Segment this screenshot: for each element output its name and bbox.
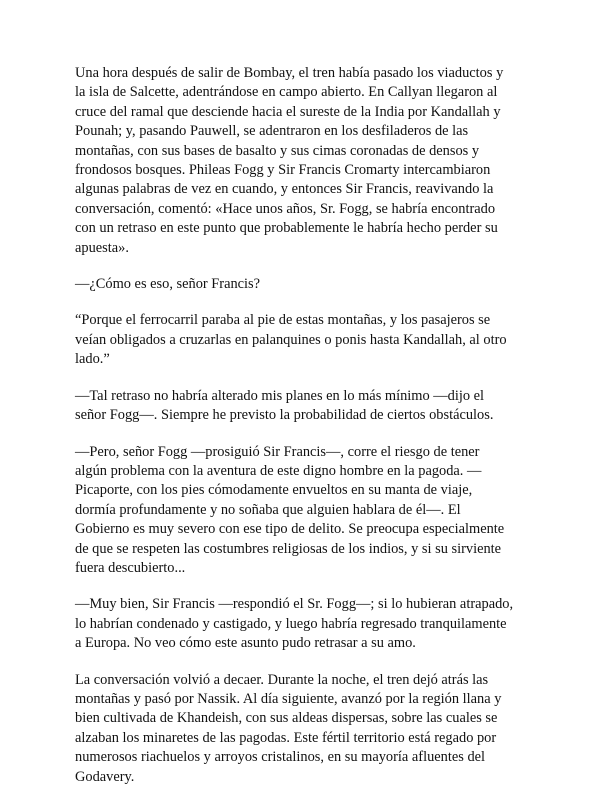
document-page	[75, 64, 530, 804]
paragraph-7: La conversación volvió a decaer. Durante la noche, el tren dejó atrás las montañas y pasó por Nassik. Al día siguiente, avanzó por la región llana y bien cultivada de Khandeish, con sus aldeas dispersas, sobre las cuales se alzaban los minaretes de las pagodas. Este fértil territorio está regado por numerosos riachuelos y arroyos cristalinos, en su mayoría afluentes del Godavery.	[75, 671, 502, 785]
paragraph-1: Una hora después de salir de Bombay, el tren había pasado los viaductos y la isla de Salcette, adentrándose en campo abierto. En Callyan llegaron al cruce del ramal que desciende hacia el sureste de la India por Kandallah y Pounah; y, pasando Pauwell, se adentraron en los desfiladeros de las montañas, con sus bases de basalto y sus cimas coronadas de densos y frondosos bosques. Phileas Fogg y Sir Francis Cromarty intercambiaron algunas palabras de vez en cuando, y entonces Sir Francis, reavivando la conversación, comentó: «Hace unos años, Sr. Fogg, se habría encontrado con un retraso en este punto que probablemente le habría hecho perder su apuesta».	[75, 65, 504, 256]
paragraph-2: —¿Cómo es eso, señor Francis?	[75, 276, 261, 293]
paragraph-6: —Muy bien, Sir Francis —respondió el Sr. Fogg—; si lo hubieran atrapado, lo habrían condenado y castigado, y luego habría regresado tranquilamente a Europa. No veo cómo este asunto pudo retrasar a su amo.	[75, 596, 514, 652]
paragraph-5: —Pero, señor Fogg —prosiguió Sir Francis—, corre el riesgo de tener algún problema con la aventura de este digno hombre en la pagoda. — Picaporte, con los pies cómodamente envueltos en su manta de viaje, dormía profundamente y no soñaba que alguien hablara de él—. El Gobierno es muy severo con ese tipo de delito. Se preocupa especialmente de que se respeten las costumbres religiosas de los indios, y si su sirviente fuera descubierto...	[75, 443, 505, 576]
paragraph-3: “Porque el ferrocarril paraba al pie de estas montañas, y los pasajeros se veían obligados a cruzarlas en palanquines o ponis hasta Kandallah, al otro lado.”	[75, 312, 507, 368]
paragraph-4: —Tal retraso no habría alterado mis planes en lo más mínimo —dijo el señor Fogg—. Siempre he previsto la probabilidad de ciertos obstáculos.	[75, 387, 494, 424]
